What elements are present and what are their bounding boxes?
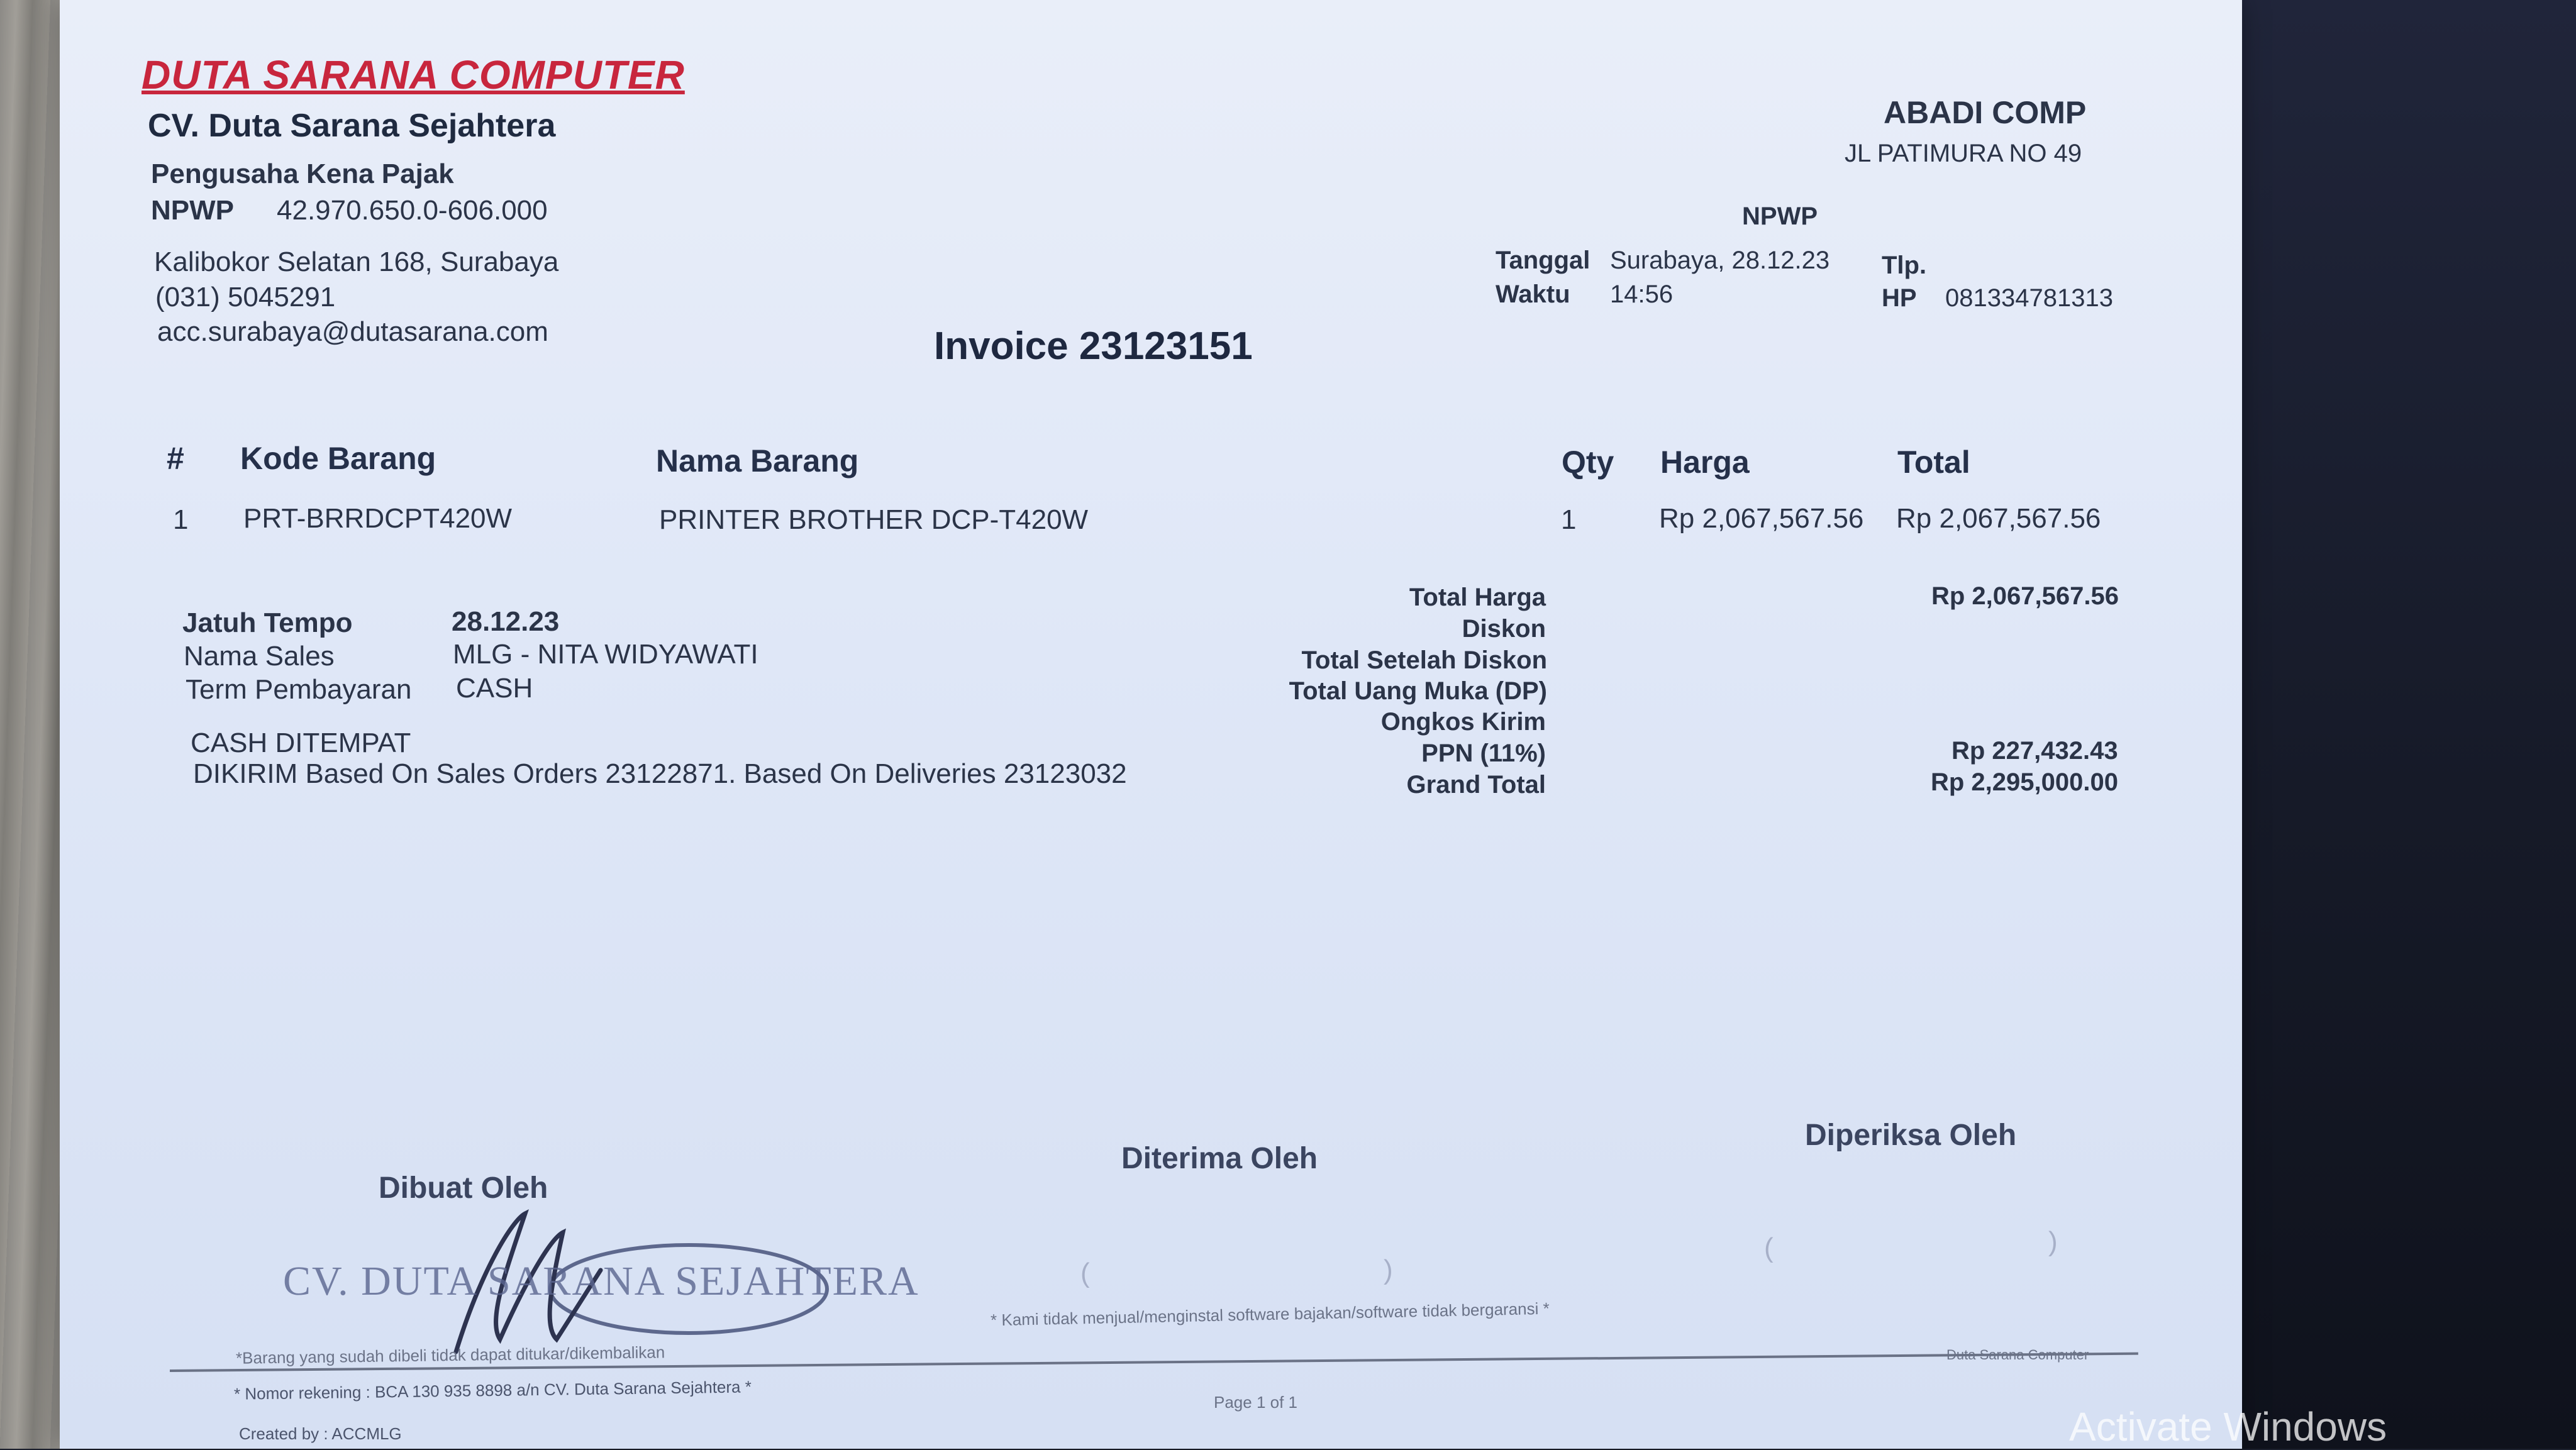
footer-created-by: Created by : ACCMLG	[239, 1424, 402, 1443]
tanggal-label: Tanggal	[1496, 246, 1591, 274]
note-cash: CASH DITEMPAT	[191, 728, 411, 758]
customer-npwp-label: NPWP	[1742, 202, 1818, 230]
nama-sales-label: Nama Sales	[184, 641, 335, 672]
stamp-text: CV. DUTA SARANA SEJAHTERA	[283, 1258, 919, 1304]
col-header-nama: Nama Barang	[656, 443, 859, 479]
term-pembayaran-value: CASH	[456, 673, 533, 704]
table-row-nama: PRINTER BROTHER DCP-T420W	[659, 504, 1089, 535]
diterima-oleh-label: Diterima Oleh	[1121, 1142, 1318, 1175]
company-email: acc.surabaya@dutasarana.com	[157, 316, 548, 347]
diskon-label: Diskon	[1462, 615, 1546, 643]
waktu-value: 14:56	[1610, 280, 1674, 308]
diterima-paren-open: (	[1080, 1258, 1090, 1288]
dibuat-oleh-label: Dibuat Oleh	[379, 1171, 548, 1205]
ppn-value: Rp 227,432.43	[1951, 737, 2118, 765]
col-header-qty: Qty	[1562, 445, 1614, 480]
col-header-kode: Kode Barang	[240, 441, 436, 476]
total-harga-label: Total Harga	[1409, 584, 1546, 611]
term-pembayaran-label: Term Pembayaran	[186, 674, 412, 705]
diterima-paren-close: )	[1384, 1254, 1393, 1285]
total-uang-muka-label: Total Uang Muka (DP)	[1289, 677, 1547, 705]
table-row-total: Rp 2,067,567.56	[1896, 503, 2101, 534]
waktu-label: Waktu	[1496, 280, 1570, 308]
screen-background	[2224, 0, 2576, 1449]
table-row-kode: PRT-BRRDCPT420W	[243, 503, 513, 534]
invoice-title: Invoice 23123151	[934, 324, 1253, 368]
grand-total-label: Grand Total	[1406, 771, 1546, 799]
hp-label: HP	[1882, 284, 1917, 312]
company-name: CV. Duta Sarana Sejahtera	[148, 108, 556, 144]
jatuh-tempo-value: 28.12.23	[452, 606, 560, 637]
diperiksa-paren-open: (	[1764, 1232, 1774, 1263]
grand-total-value: Rp 2,295,000.00	[1931, 768, 2118, 796]
footer-page-number: Page 1 of 1	[1214, 1393, 1297, 1412]
ppn-label: PPN (11%)	[1421, 739, 1546, 767]
customer-name: ABADI COMP	[1884, 95, 2087, 130]
col-header-number: #	[167, 441, 184, 476]
pkp-label: Pengusaha Kena Pajak	[151, 158, 454, 189]
company-logo: DUTA SARANA COMPUTER	[142, 52, 685, 97]
tlp-label: Tlp.	[1882, 252, 1927, 279]
table-row-harga: Rp 2,067,567.56	[1659, 503, 1864, 534]
company-address: Kalibokor Selatan 168, Surabaya	[154, 246, 559, 277]
footer-rekening-note: * Nomor rekening : BCA 130 935 8898 a/n CV. Duta Sarana Sejahtera *	[233, 1377, 752, 1403]
note-delivery: DIKIRIM Based On Sales Orders 23122871. Based On Deliveries 23123032	[193, 758, 1127, 789]
total-setelah-diskon-label: Total Setelah Diskon	[1301, 646, 1547, 674]
footer-return-note: *Barang yang sudah dibeli tidak dapat ditukar/dikembalikan	[235, 1342, 665, 1368]
ongkos-kirim-label: Ongkos Kirim	[1380, 708, 1546, 736]
hp-value: 081334781313	[1945, 284, 2113, 312]
col-header-total: Total	[1897, 445, 1970, 480]
invoice-paper	[60, 0, 2242, 1449]
total-harga-value: Rp 2,067,567.56	[1931, 582, 2119, 610]
tanggal-value: Surabaya, 28.12.23	[1610, 246, 1830, 274]
nama-sales-value: MLG - NITA WIDYAWATI	[453, 639, 758, 670]
npwp-value: 42.970.650.0-606.000	[277, 195, 548, 226]
jatuh-tempo-label: Jatuh Tempo	[182, 607, 353, 638]
activate-windows-watermark: Activate Windows	[2069, 1404, 2387, 1449]
customer-address: JL PATIMURA NO 49	[1845, 140, 2082, 167]
diperiksa-paren-close: )	[2048, 1226, 2058, 1257]
footer-software-note: * Kami tidak menjual/menginstal software bajakan/software tidak bergaransi *	[990, 1298, 1550, 1330]
diperiksa-oleh-label: Diperiksa Oleh	[1805, 1119, 2017, 1152]
table-row-number: 1	[173, 504, 189, 535]
table-row-qty: 1	[1561, 504, 1577, 535]
col-header-harga: Harga	[1660, 445, 1750, 480]
npwp-label: NPWP	[151, 195, 234, 226]
company-phone: (031) 5045291	[155, 282, 336, 313]
